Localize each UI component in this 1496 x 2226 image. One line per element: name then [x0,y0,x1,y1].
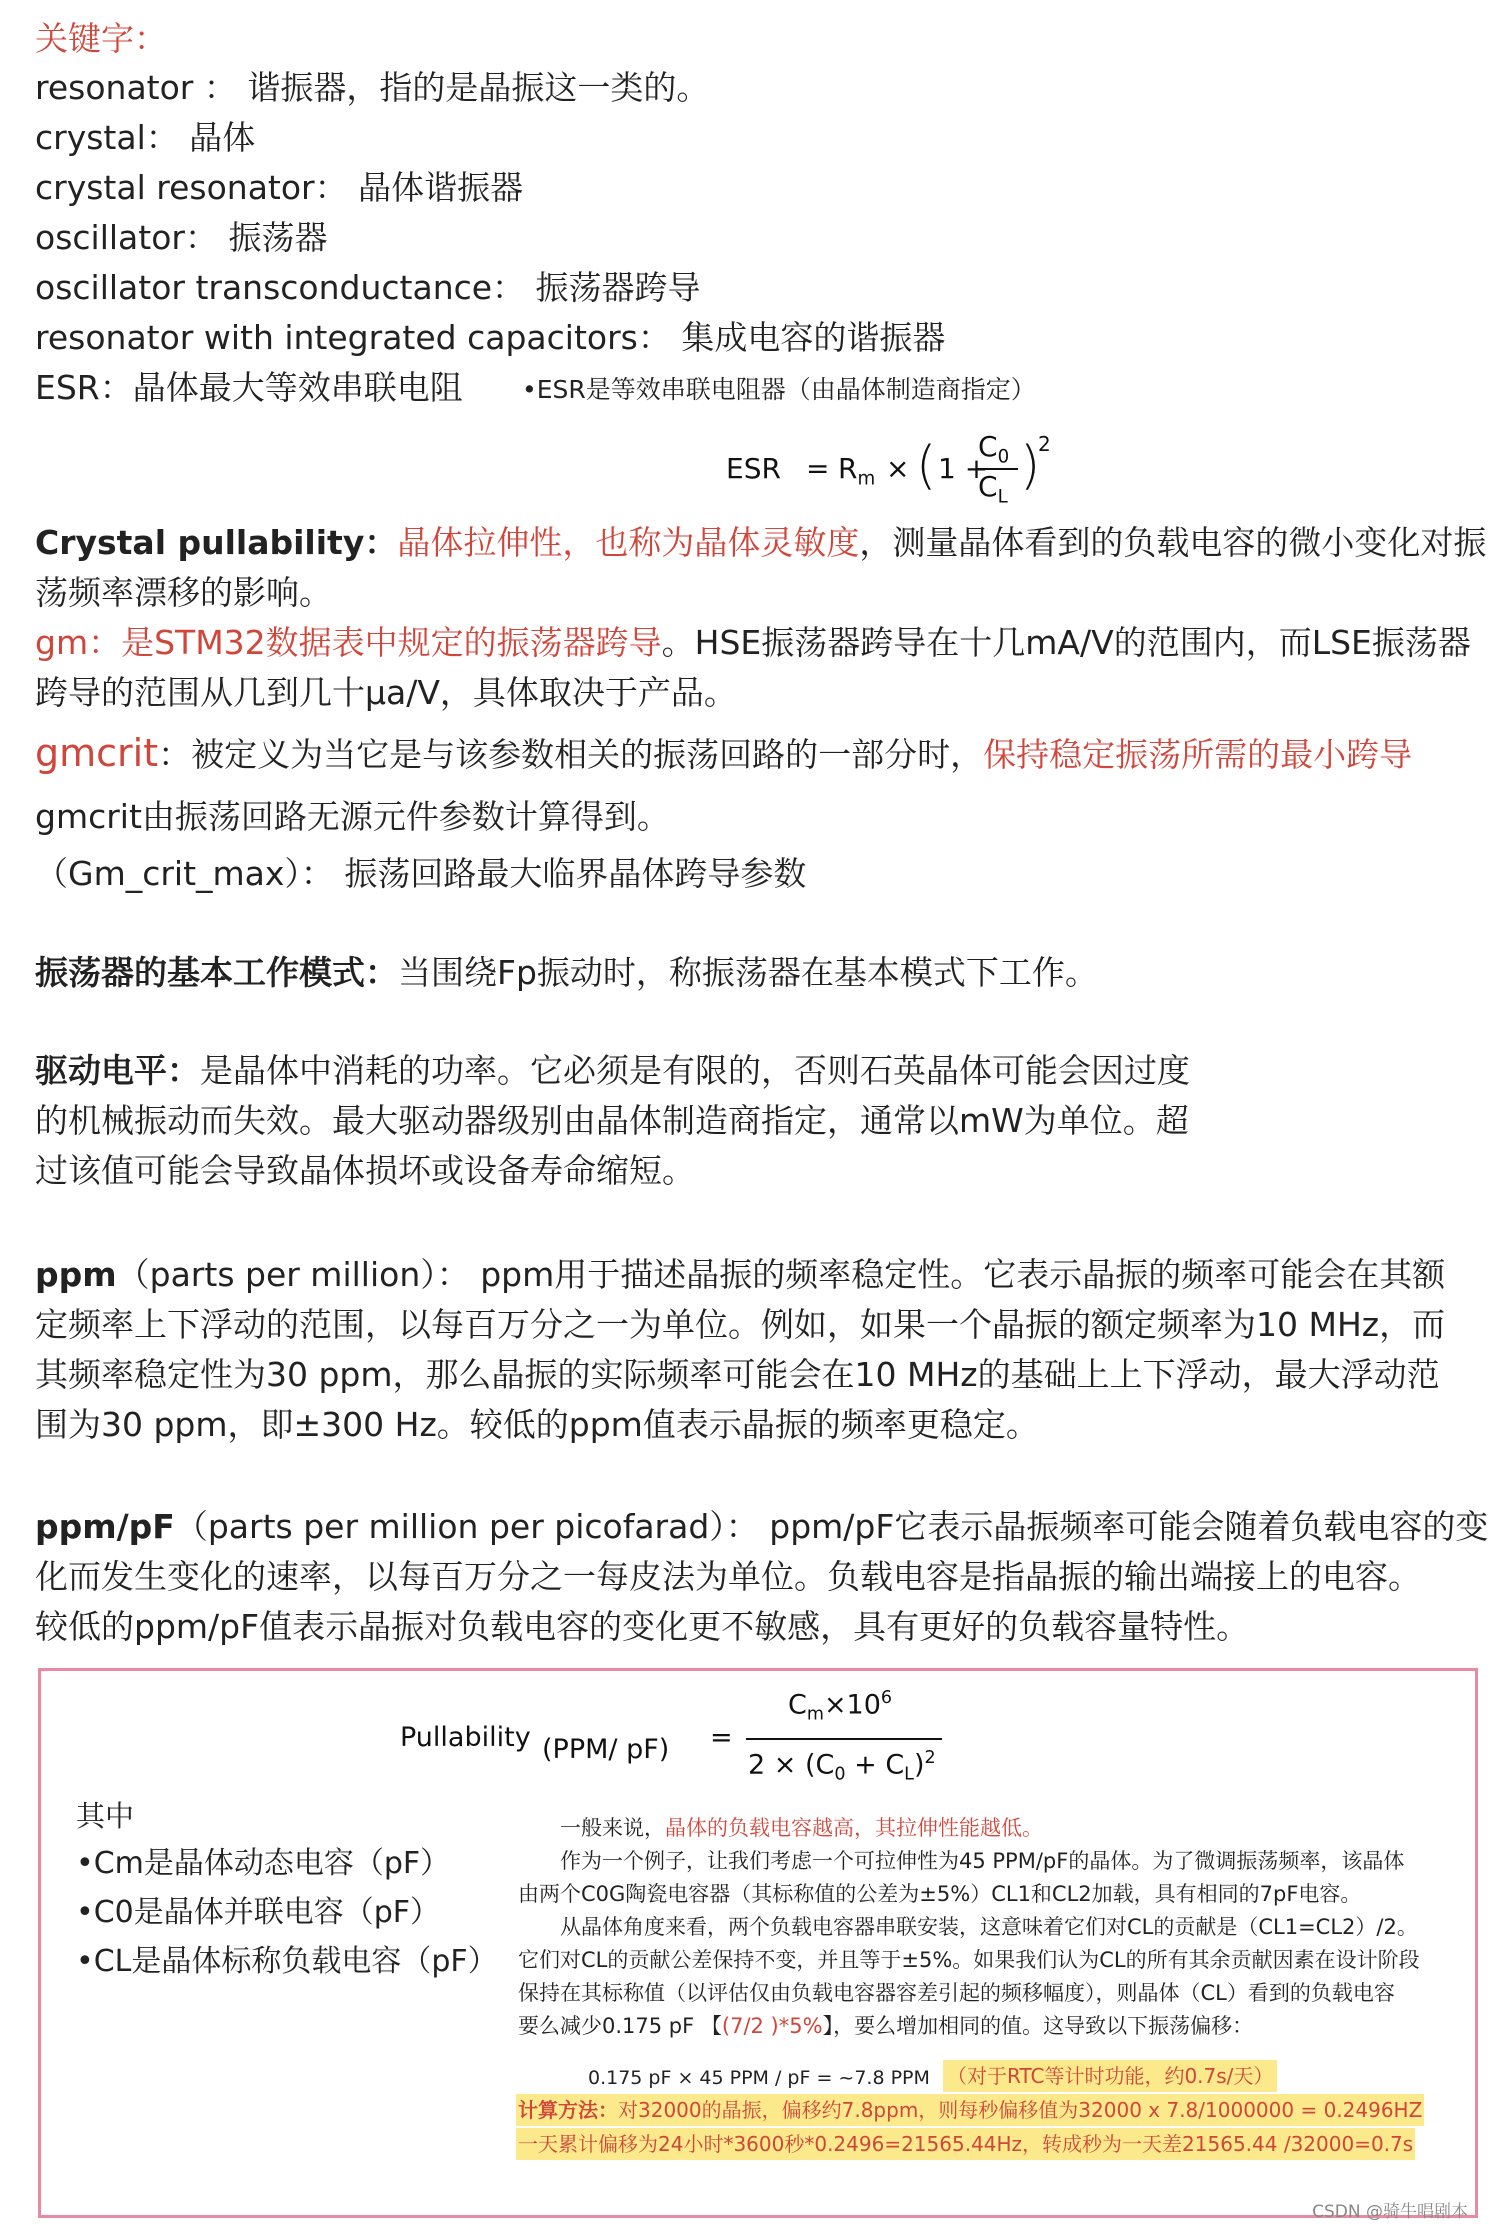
esr-formula-one: 1 + [938,452,989,485]
calc-formula: 0.175 pF × 45 PPM / pF = ~7.8 PPM [588,2067,930,2089]
watermark: CSDN @骑牛唱剧本 [1312,2202,1468,2222]
keyword-esr: ESR：晶体最大等效串联电阻 [35,368,463,407]
esr-formula-times: × [886,452,910,485]
ppm-line1: （parts per million）： ppm用于描述晶振的频率稳定性。它表示晶振的频率可能会在其额 [116,1255,1446,1294]
note-series-d-red: (7/2 )*5% [721,2014,823,2038]
drive-line3: 过该值可能会导致晶体损坏或设备寿命缩短。 [35,1151,695,1190]
where-item-cm: •Cm是晶体动态电容（pF） [76,1846,451,1881]
pull-formula-num-exp: 6 [880,1688,893,1708]
note-general [560,1812,1043,1844]
calc-line1 [516,2094,1424,2126]
gm-definition: gm：是STM32数据表中规定的振荡器跨导 [35,623,662,662]
fundamental-text: 当围绕Fp振动时，称振荡器在基本模式下工作。 [398,953,1098,992]
note-example-b: 由两个C0G陶瓷电容器（其标称值的公差为±5%）CL1和CL2加载，具有相同的7pF电容。 [518,1882,1362,1906]
pullability-rest: ，测量晶体看到的负载电容的微小变化对振 [859,523,1487,562]
where-title: 其中 [76,1799,135,1833]
gmcrit-tail: 保持稳定振荡所需的最小跨导 [983,735,1413,774]
fundamental-term: 振荡器的基本工作模式： [35,953,398,992]
pullability-formula [398,1678,958,1798]
keyword-integrated-capacitors: resonator with integrated capacitors： 集成电容的谐振器 [35,318,946,357]
pullability-paragraph [35,518,1486,618]
pull-formula-num-c: C [788,1689,807,1721]
note-series-d-post: 】，要么增加相同的值。这导致以下振荡偏移： [822,2014,1254,2038]
esr-note: •ESR是等效串联电阻器（由晶体制造商指定） [522,375,1036,404]
gm-paragraph [35,618,1471,718]
pull-formula-den-mid: + C [854,1749,905,1781]
note-series-d [518,2010,1253,2042]
calc-line1-text: 对32000的晶振，偏移约7.8ppm，则每秒偏移值为32000 x 7.8/1000000 = 0.2496HZ [618,2098,1423,2122]
esr-formula-rparen: ) [1020,436,1041,496]
pullability-term: Crystal pullability： [35,523,398,562]
ppmpf-line2: 化而发生变化的速率，以每百万分之一每皮法为单位。负载电容是指晶振的输出端接上的电容。 [35,1557,1421,1596]
pull-formula-den-exp: 2 [924,1748,936,1768]
keywords-title: 关键字： [35,19,167,58]
drive-line2: 的机械振动而失效。最大驱动器级别由晶体制造商指定，通常以mW为单位。超 [35,1101,1189,1140]
esr-formula-r: R [838,452,858,485]
keyword-oscillator-transconductance: oscillator transconductance： 振荡器跨导 [35,268,701,307]
keyword-oscillator: oscillator： 振荡器 [35,218,328,257]
keyword-resonator: resonator ： 谐振器，指的是晶振这一类的。 [35,68,710,107]
note-series-a: 从晶体角度来看，两个负载电容器串联安装，这意味着它们对CL的贡献是（CL1=CL2）/2。 [560,1915,1418,1939]
calc-line2: 一天累计偏移为24小时*3600秒*0.2496=21565.44Hz，转成秒为一天差21565.44 /32000=0.7s [516,2128,1415,2160]
pull-formula-denominator [748,1748,936,1785]
pullability-line2: 荡频率漂移的影响。 [35,573,332,612]
note-example-a: 作为一个例子，让我们考虑一个可拉伸性为45 PPM/pF的晶体。为了微调振荡频率，该晶体 [560,1849,1405,1873]
pull-formula-den-post: ) [913,1749,925,1781]
ppmpf-line3: 较低的ppm/pF值表示晶振对负载电容的变化更不敏感，具有更好的负载容量特性。 [35,1607,1250,1646]
where-item-cl: •CL是晶体标称负载电容（pF） [76,1944,498,1979]
pull-formula-den-pre: 2 × (C [748,1749,835,1781]
gmcrit-term: gmcrit [35,731,159,775]
pull-formula-den-subl: L [904,1764,914,1785]
esr-formula-num-sub: 0 [997,446,1010,468]
gm-rest: 。HSE振荡器跨导在十几mA/V的范围内，而LSE振荡器 [661,623,1471,662]
drive-line1: 是晶体中消耗的功率。它必须是有限的，否则石英晶体可能会因过度 [200,1051,1190,1090]
pull-formula-num-sub: m [806,1704,824,1725]
ppm-line2: 定频率上下浮动的范围，以每百万分之一为单位。例如，如果一个晶振的额定频率为10 MHz，而 [35,1305,1446,1344]
gmcrit-line1 [35,731,1412,777]
note-series-b: 它们对CL的贡献公差保持不变，并且等于±5%。如果我们认为CL的所有其余贡献因素在设计阶段 [518,1948,1420,1972]
note-series-d-pre: 要么减少0.175 pF 【 [518,2014,722,2038]
pull-formula-lhs: Pullability [400,1722,531,1753]
calc-rtc-note: （对于RTC等计时功能，约0.7s/天） [943,2060,1277,2092]
ppm-paragraph [35,1250,1445,1450]
pullability-definition: 晶体拉伸性，也称为晶体灵敏度 [397,523,860,562]
esr-formula-eq: = [806,452,830,485]
keyword-crystal-resonator: crystal resonator： 晶体谐振器 [35,168,524,207]
ppm-term: ppm [35,1255,117,1294]
fundamental-mode [35,951,1098,995]
calc-label: 计算方法： [518,2098,618,2122]
note-general-pre: 一般来说， [560,1816,665,1840]
pull-formula-den-sub0: 0 [834,1764,846,1785]
esr-formula-r-sub: m [857,468,876,490]
ppmpf-paragraph [35,1502,1488,1652]
drive-term: 驱动电平： [35,1051,200,1090]
where-item-c0: •C0是晶体并联电容（pF） [76,1895,441,1930]
esr-formula-num: C [978,430,998,463]
esr-formula-exp: 2 [1038,432,1051,456]
pull-formula-num-tail: ×10 [823,1689,881,1721]
ppmpf-line1: （parts per million per picofarad）： ppm/pF它表示晶振频率可能会随着负载电容的变 [174,1507,1489,1546]
pull-formula-unit: (PPM/ pF) [542,1734,670,1765]
gmcrit-line3: （Gm_crit_max）： 振荡回路最大临界晶体跨导参数 [35,854,807,893]
esr-formula-lhs: ESR [726,452,781,485]
gmcrit-mid: ：被定义为当它是与该参数相关的振荡回路的一部分时， [158,735,984,774]
pull-formula-numerator [788,1688,892,1725]
keyword-crystal: crystal： 晶体 [35,118,256,157]
gmcrit-line2: gmcrit由振荡回路无源元件参数计算得到。 [35,797,670,836]
esr-formula-lparen: ( [916,436,937,496]
note-general-red: 晶体的负载电容越高，其拉伸性能越低。 [665,1816,1043,1840]
pull-formula-eq: = [710,1722,733,1753]
drive-paragraph [35,1046,1190,1196]
esr-formula-den: C [978,470,998,503]
pull-formula-fraction-bar [746,1738,942,1740]
esr-formula-den-sub: L [997,486,1008,508]
ppm-line3: 其频率稳定性为30 ppm，那么晶振的实际频率可能会在10 MHz的基础上上下浮动，最大浮动范 [35,1355,1440,1394]
note-series-c: 保持在其标称值（以评估仅由负载电容器容差引起的频移幅度），则晶体（CL）看到的负载电容 [518,1981,1395,2005]
ppm-line4: 围为30 ppm，即±300 Hz。较低的ppm值表示晶振的频率更稳定。 [35,1405,1039,1444]
gm-line2: 跨导的范围从几到几十μa/V，具体取决于产品。 [35,673,737,712]
ppmpf-term: ppm/pF [35,1507,175,1546]
